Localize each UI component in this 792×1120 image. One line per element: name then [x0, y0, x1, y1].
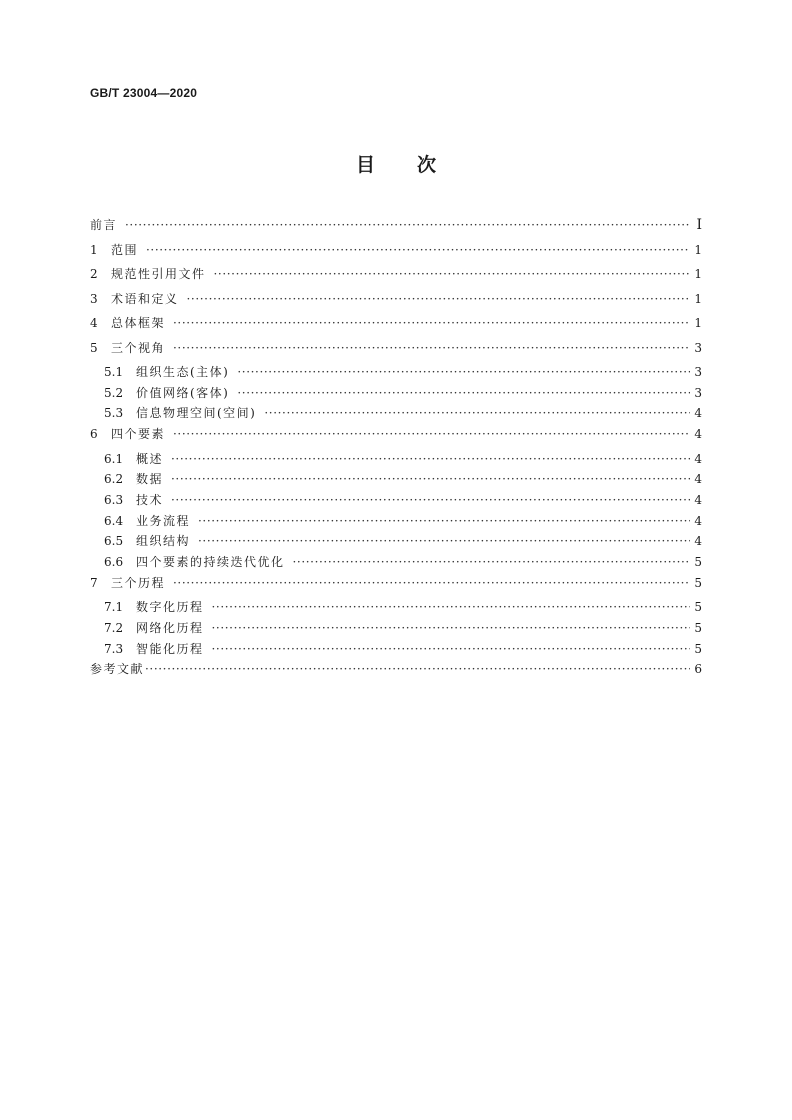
toc-section-number: 5.2: [104, 385, 124, 400]
toc-entry-5-1[interactable]: [90, 365, 702, 386]
toc-entry-title: 业务流程: [136, 513, 191, 528]
toc-entry-5[interactable]: [90, 341, 702, 366]
toc-entry-5-3[interactable]: [90, 406, 702, 427]
toc-page-number: Ⅰ: [696, 217, 702, 233]
toc-section-number: 7.2: [104, 620, 124, 635]
toc-leader: [187, 292, 690, 306]
toc-entry-7[interactable]: [90, 576, 702, 601]
toc-page-number: 4: [694, 451, 702, 466]
toc-entry-title: 规范性引用文件: [111, 267, 206, 281]
toc-entry-title: 智能化历程: [136, 641, 204, 656]
toc-page-number: 5: [694, 575, 702, 590]
toc-leader: [212, 600, 690, 614]
toc-page-number: 3: [694, 385, 702, 400]
toc-entry-2[interactable]: [90, 267, 702, 292]
toc-section-number: 4: [90, 316, 98, 330]
toc-section-number: 7.3: [104, 641, 124, 656]
toc-leader: [145, 662, 690, 676]
toc-entry-title: 四个要素的持续迭代优化: [136, 555, 285, 569]
toc-page-number: 4: [694, 534, 702, 549]
toc-page-number: 5: [694, 641, 702, 656]
toc-section-number: 6.5: [104, 534, 124, 549]
toc-title: 目次: [355, 154, 478, 176]
toc-entry-title: 技术: [136, 492, 164, 507]
toc-page-number: 4: [694, 492, 702, 507]
toc-section-number: 5: [90, 340, 98, 355]
toc-entry-title: 四个要素: [111, 427, 166, 442]
toc-leader: [146, 243, 690, 257]
toc-leader: [173, 427, 690, 441]
toc-page-number: 1: [694, 316, 702, 330]
toc-leader: [171, 452, 690, 466]
toc-leader: [293, 555, 690, 569]
toc-section-number: 6.3: [104, 492, 124, 507]
toc-entry-title: 组织生态(主体): [136, 365, 230, 379]
toc-page-number: 4: [694, 427, 702, 442]
toc-entry-title: 数字化历程: [136, 600, 204, 615]
toc-entry-6-5[interactable]: [90, 534, 702, 555]
toc-page-number: 3: [694, 365, 702, 379]
toc-page-number: 4: [694, 513, 702, 528]
toc-entry-title: 三个视角: [111, 340, 166, 355]
toc-entry-6-1[interactable]: [90, 452, 702, 473]
toc-section-number: 3: [90, 291, 98, 306]
toc-section-number: 7: [90, 575, 98, 590]
toc-section-number: 6.4: [104, 513, 124, 528]
toc-section-number: 5.1: [104, 365, 124, 379]
toc-entry-preface[interactable]: [90, 218, 702, 243]
toc-page-number: 1: [694, 267, 702, 281]
toc-section-number: 7.1: [104, 600, 124, 615]
toc-entry-bibliography[interactable]: [90, 662, 702, 687]
toc-entry-7-3[interactable]: [90, 642, 702, 663]
toc-leader: [198, 514, 690, 528]
toc-entry-6[interactable]: [90, 427, 702, 452]
toc-page-number: 4: [694, 406, 702, 421]
toc-entry-6-6[interactable]: [90, 555, 702, 576]
toc-leader: [212, 621, 690, 635]
toc-entry-5-2[interactable]: [90, 386, 702, 407]
toc-leader: [237, 386, 690, 400]
toc-leader: [173, 576, 690, 590]
toc-page-number: 6: [694, 662, 702, 677]
toc-leader: [198, 534, 690, 548]
toc-section-number: 2: [90, 267, 98, 281]
toc-page-number: 5: [694, 555, 702, 569]
toc-leader: [237, 365, 690, 379]
toc-leader: [173, 341, 690, 355]
toc-entry-7-1[interactable]: [90, 600, 702, 621]
toc-page-number: 5: [694, 600, 702, 615]
table-of-contents: [90, 218, 702, 687]
toc-entry-title: 参考文献: [90, 662, 145, 677]
toc-entry-title: 价值网络(客体): [136, 385, 230, 400]
toc-entry-title: 范围: [111, 242, 139, 257]
toc-entry-6-3[interactable]: [90, 493, 702, 514]
toc-leader: [125, 218, 690, 232]
toc-entry-title: 网络化历程: [136, 620, 204, 635]
toc-section-number: 1: [90, 242, 98, 257]
toc-entry-title: 组织结构: [136, 534, 191, 549]
toc-leader: [214, 267, 690, 281]
toc-page-number: 3: [694, 340, 702, 355]
toc-leader: [264, 406, 690, 420]
toc-section-number: 6.2: [104, 472, 124, 487]
toc-entry-title: 三个历程: [111, 575, 166, 590]
toc-leader: [171, 472, 690, 486]
toc-entry-title: 前言: [90, 218, 118, 232]
toc-entry-4[interactable]: [90, 316, 702, 341]
toc-page-number: 1: [694, 242, 702, 257]
toc-entry-title: 概述: [136, 451, 164, 466]
toc-entry-title: 数据: [136, 472, 164, 487]
toc-entry-6-2[interactable]: [90, 472, 702, 493]
toc-entry-3[interactable]: [90, 292, 702, 317]
toc-leader: [212, 642, 690, 656]
toc-entry-7-2[interactable]: [90, 621, 702, 642]
toc-section-number: 6: [90, 427, 98, 442]
standard-code: GB/T 23004—2020: [90, 86, 198, 100]
toc-entry-title: 术语和定义: [111, 291, 179, 306]
toc-entry-1[interactable]: [90, 243, 702, 268]
toc-page-number: 1: [694, 291, 702, 306]
toc-page-number: 4: [694, 472, 702, 487]
toc-section-number: 6.1: [104, 451, 124, 466]
toc-page-number: 5: [694, 620, 702, 635]
toc-entry-title: 总体框架: [111, 316, 166, 330]
toc-section-number: 5.3: [104, 406, 124, 421]
toc-section-number: 6.6: [104, 555, 124, 569]
toc-entry-title: 信息物理空间(空间): [136, 406, 257, 421]
toc-leader: [173, 316, 690, 330]
toc-entry-6-4[interactable]: [90, 514, 702, 535]
toc-leader: [171, 493, 690, 507]
